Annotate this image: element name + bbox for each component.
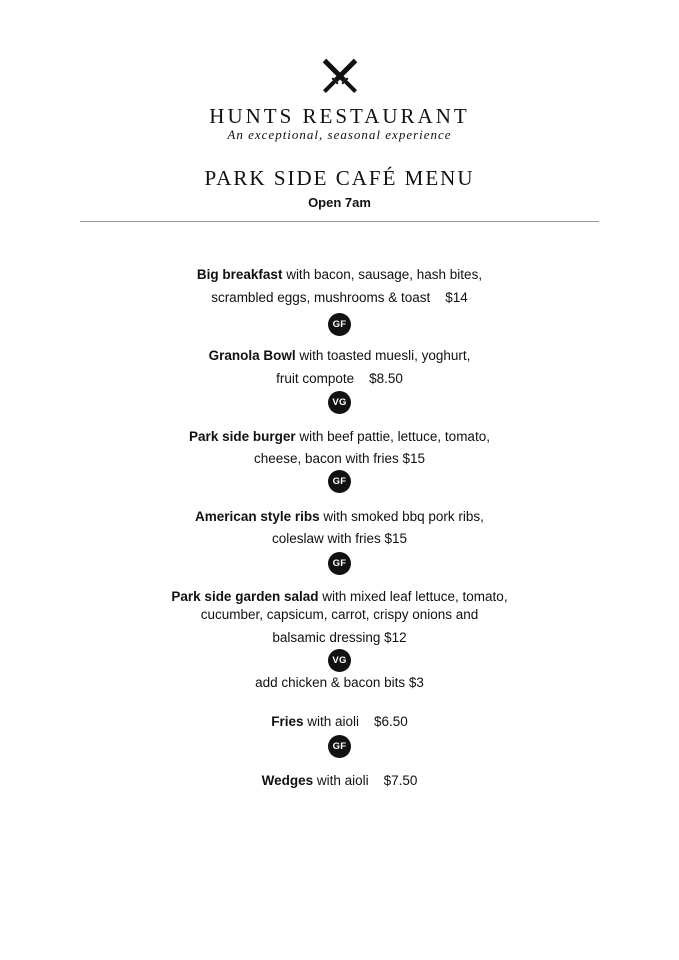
item-name: American style ribs: [195, 509, 320, 524]
item-name: Wedges: [261, 773, 314, 788]
item-name: Park side garden salad: [171, 589, 319, 604]
menu-item-park-side-burger: [0, 428, 679, 446]
item-name: Granola Bowl: [208, 348, 296, 363]
divider: [80, 221, 599, 222]
menu-item-wedges: [0, 772, 679, 790]
item-addon: add chicken & bacon bits $3: [255, 675, 424, 690]
item-description: with smoked bbq pork ribs,: [319, 509, 484, 524]
item-description: with mixed leaf lettuce, tomato,: [318, 589, 508, 604]
item-description-price: with aioli $6.50: [303, 714, 408, 729]
menu-item-granola-bowl: [0, 347, 679, 365]
opening-hours: Open 7am: [308, 195, 371, 210]
crossed-knives-icon: [312, 52, 368, 100]
item-name: Park side burger: [189, 429, 296, 444]
item-description-price: coleslaw with fries $15: [271, 531, 408, 546]
restaurant-name: HUNTS RESTAURANT: [209, 104, 470, 128]
dietary-badge: GF: [328, 552, 351, 575]
item-description: with toasted muesli, yoghurt,: [295, 348, 471, 363]
tagline: An exceptional, seasonal experience: [227, 127, 452, 142]
item-name: Big breakfast: [196, 267, 283, 282]
item-description: cucumber, capsicum, carrot, crispy onions and: [200, 607, 479, 622]
item-description-price: fruit compote $8.50: [276, 371, 403, 386]
item-description-price: scrambled eggs, mushrooms & toast $14: [211, 290, 468, 305]
item-description-price: balsamic dressing $12: [272, 630, 407, 645]
dietary-badge: VG: [328, 649, 351, 672]
dietary-badge: GF: [328, 735, 351, 758]
dietary-badge: GF: [328, 313, 351, 336]
item-name: Fries: [271, 714, 304, 729]
menu-item-american-style-ribs: [0, 508, 679, 526]
menu-title: PARK SIDE CAFÉ MENU: [204, 166, 475, 190]
item-description-price: cheese, bacon with fries $15: [253, 451, 426, 466]
dietary-badge: VG: [328, 391, 351, 414]
item-description: with beef pattie, lettuce, tomato,: [295, 429, 490, 444]
item-description: with bacon, sausage, hash bites,: [282, 267, 483, 282]
menu-item-big-breakfast: [0, 266, 679, 284]
menu-item-park-side-garden-salad: [0, 588, 679, 606]
dietary-badge: GF: [328, 470, 351, 493]
menu-item-fries: [0, 713, 679, 731]
item-description-price: with aioli $7.50: [313, 773, 418, 788]
